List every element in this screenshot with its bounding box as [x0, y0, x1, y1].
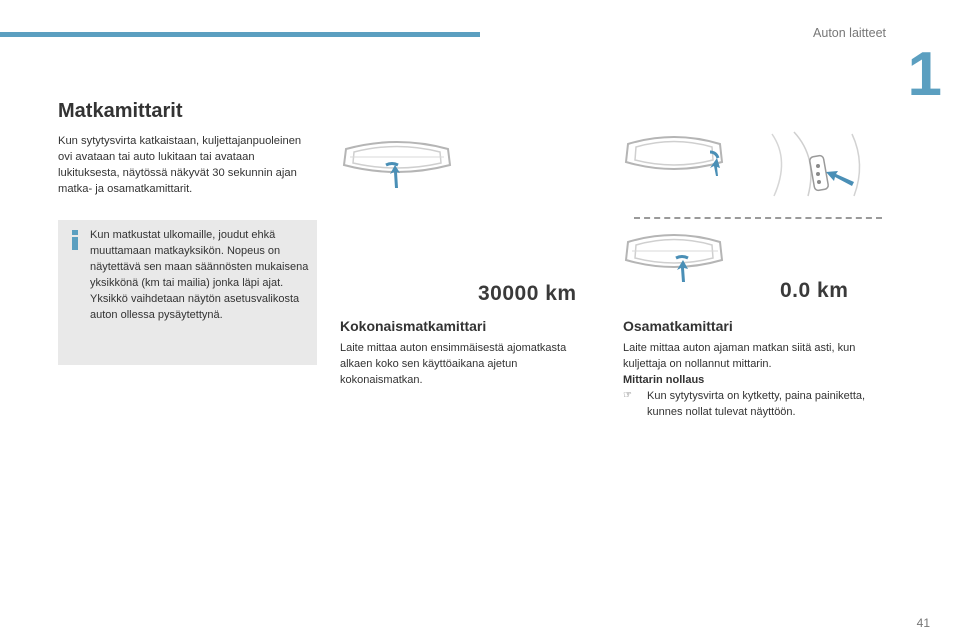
page-title: Matkamittarit [58, 100, 183, 122]
odometer-illustration [340, 135, 455, 195]
info-paragraph: Kun matkustat ulkomaille, joudut ehkä muuttamaan matkayksikön. Nopeus on näytettävä sen maan säännösten mukaisena yksikkönä (km tai mailia) jonka läpi ajat. [90, 229, 309, 289]
trip-meter-description: Laite mittaa auton ajaman matkan siitä asti, kun kuljettaja on nollannut mittarin. [623, 342, 856, 370]
info-icon [70, 230, 80, 250]
trip-cluster-illustration [622, 130, 884, 200]
intro-text: Kun sytytysvirta katkaistaan, kuljettajanpuoleinen ovi avataan tai auto lukitaan tai avataan lukituksesta, näytössä näkyvät 30 sekunnin ajan matka- ja osamatkamittarit. [58, 135, 302, 195]
pointing-hand-icon: ☞ [623, 390, 632, 401]
reset-heading: Mittarin nollaus [623, 374, 705, 386]
section-header: Auton laitteet [813, 26, 886, 40]
info-box [58, 220, 317, 365]
info-paragraph: Yksikkö vaihdetaan näytön asetusvalikosta auton ollessa pysäytettynä. [90, 293, 300, 321]
header-accent-bar [0, 32, 480, 37]
chapter-number: 1 [907, 40, 942, 109]
trip-meter-section [623, 340, 891, 420]
reset-instruction [623, 388, 891, 420]
page-number: 41 [916, 616, 930, 630]
trip-meter-display: 0.0 km [780, 279, 849, 302]
divider-dashed-line [634, 217, 882, 219]
odometer-description: Laite mittaa auton ensimmäisestä ajomatkasta alkaen koko sen käyttöaikana ajetun kokonaismatkan. [340, 342, 567, 386]
reset-instruction-text: Kun sytytysvirta on kytketty, paina painiketta, kunnes nollat tulevat näyttöön. [647, 390, 866, 418]
odometer-heading: Kokonaismatkamittari [340, 318, 487, 334]
info-text [90, 227, 310, 323]
odometer-display: 30000 km [478, 282, 577, 305]
trip-meter-heading: Osamatkamittari [623, 318, 733, 334]
trip-meter-illustration [622, 228, 737, 290]
